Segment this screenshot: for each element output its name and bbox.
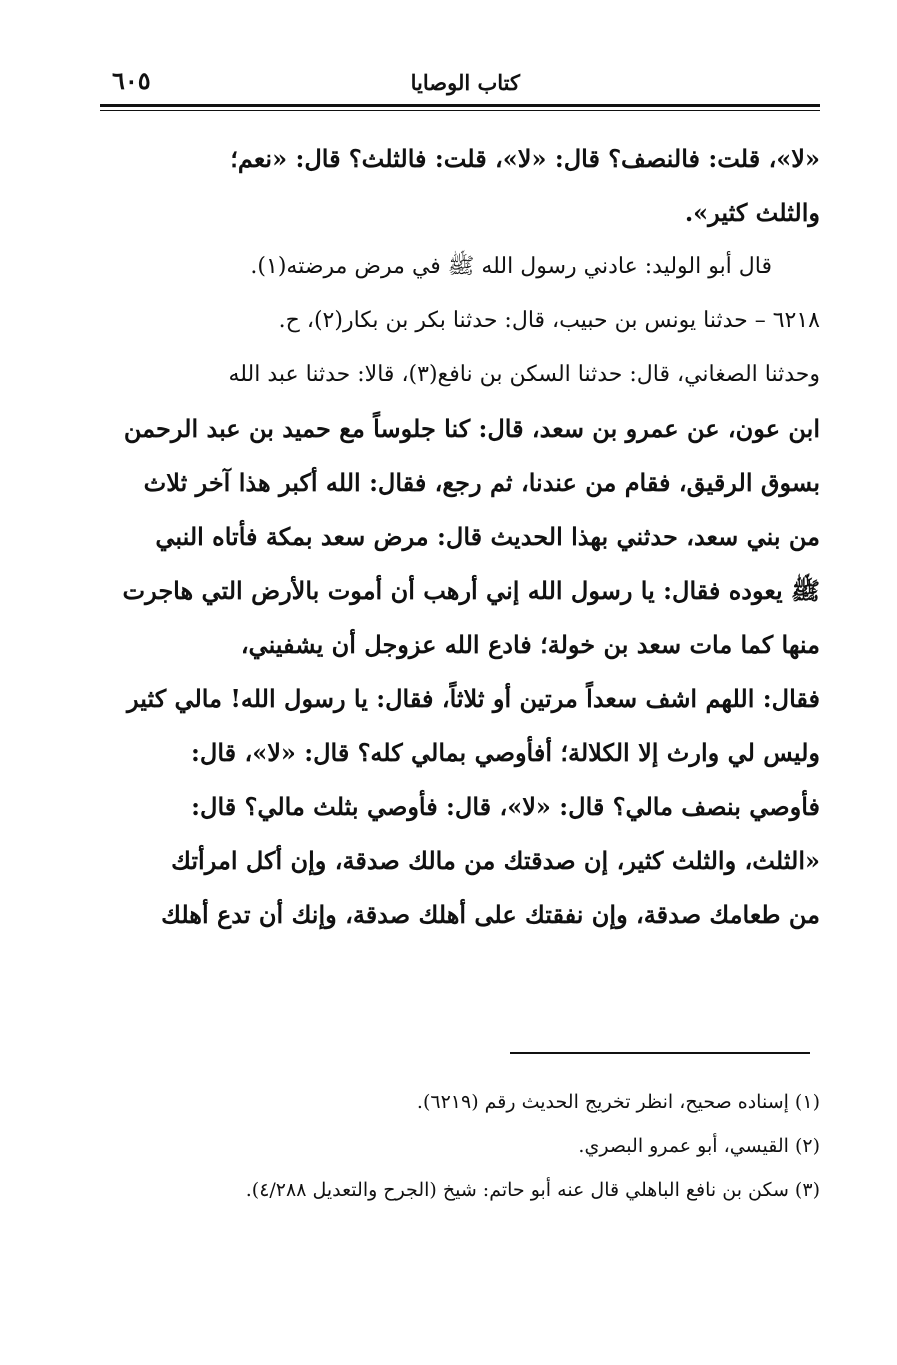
text-line: والثلث كثير». (684, 198, 820, 227)
page-number: ٦٠٥ (112, 66, 151, 95)
footnote-3: (٣) سكن بن نافع الباهلي قال عنه أبو حاتم: شيخ (الجرح والتعديل ٤/٢٨٨). (245, 1179, 820, 1201)
text-line: من طعامك صدقة، وإن نفقتك على أهلك صدقة، وإنك أن تدع أهلك (161, 900, 820, 929)
text-line: «الثلث، والثلث كثير، إن صدقتك من مالك صدقة، وإن أكل امرأتك (171, 846, 820, 875)
main-text (100, 132, 820, 942)
text-line: من بني سعد، حدثني بهذا الحديث قال: مرض سعد بمكة فأتاه النبي (155, 522, 820, 551)
text-line: فقال: اللهم اشف سعداً مرتين أو ثلاثاً، فقال: يا رسول الله! مالي كثير (126, 684, 820, 713)
text-line: فأوصي بنصف مالي؟ قال: «لا»، قال: فأوصي بثلث مالي؟ قال: (191, 792, 820, 821)
header-rule-thick (100, 104, 820, 107)
hadith-number-line: ٦٢١٨ – حدثنا يونس بن حبيب، قال: حدثنا بكر بن بكار(٢)، ح. (278, 308, 820, 333)
text-line: قال أبو الوليد: عادني رسول الله ﷺ في مرض مرضته(١). (250, 254, 772, 279)
text-line: بسوق الرقيق، فقام من عندنا، ثم رجع، فقال: الله أكبر هذا آخر ثلاث (143, 468, 820, 497)
text-line: منها كما مات سعد بن خولة؛ فادع الله عزوجل أن يشفيني، (240, 630, 820, 659)
text-line: «لا»، قلت: فالنصف؟ قال: «لا»، قلت: فالثلث؟ قال: «نعم؛ (230, 144, 820, 173)
footnote-2: (٢) القيسي، أبو عمرو البصري. (578, 1135, 820, 1157)
footnote-1: (١) إسناده صحيح، انظر تخريج الحديث رقم (٦٢١٩). (416, 1091, 820, 1113)
text-line: وليس لي وارث إلا الكلالة؛ أفأوصي بمالي كله؟ قال: «لا»، قال: (191, 738, 820, 767)
text-line: ﷺ يعوده فقال: يا رسول الله إني أرهب أن أموت بالأرض التي هاجرت (122, 576, 820, 605)
text-line: وحدثنا الصغاني، قال: حدثنا السكن بن نافع(٣)، قالا: حدثنا عبد الله (228, 362, 820, 387)
page-header (100, 60, 820, 100)
header-rule-thin (100, 110, 820, 111)
chapter-title: كتاب الوصايا (410, 70, 520, 95)
footnote-separator (510, 1052, 810, 1054)
text-line: ابن عون، عن عمرو بن سعد، قال: كنا جلوساً مع حميد بن عبد الرحمن (123, 414, 820, 443)
footnotes (100, 1080, 820, 1212)
